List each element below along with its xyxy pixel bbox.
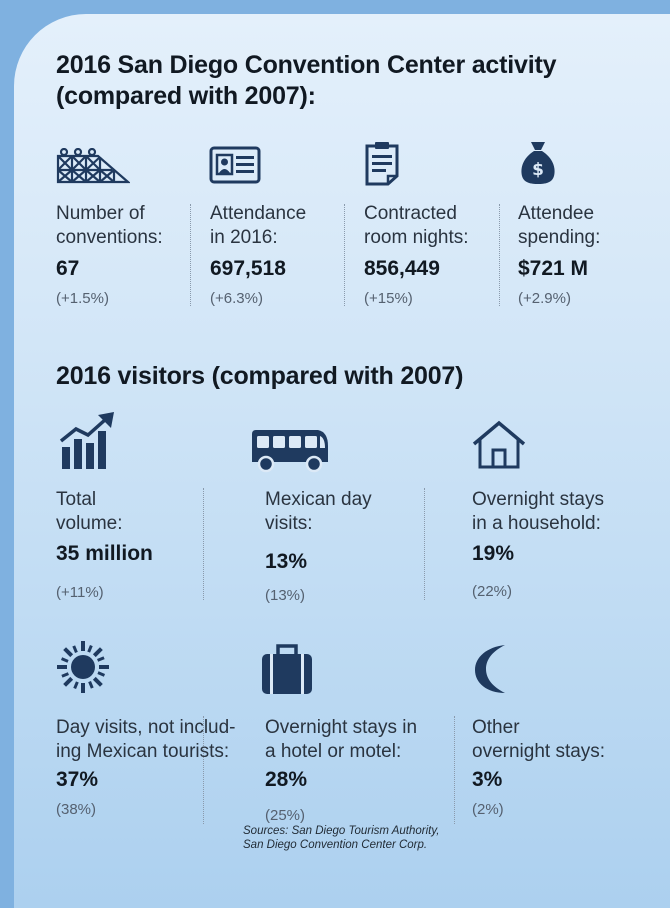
bar-chart-trend-icon [58, 411, 116, 471]
section1-divider-3 [499, 204, 500, 306]
stat-conventions-change: (+1.5%) [56, 290, 109, 307]
suitcase-icon [260, 642, 314, 696]
stat-spending-label: Attendee spending: [518, 203, 601, 248]
stat-room-nights-label: Contracted room nights: [364, 203, 469, 248]
stat-other-overnight-value: 3% [472, 768, 503, 791]
sources-line1: Sources: San Diego Tourism Authority, [243, 825, 440, 837]
bus-icon [250, 428, 330, 474]
svg-text:$: $ [532, 160, 544, 180]
section2-row1-divider-1 [203, 488, 204, 600]
section1-divider-1 [190, 204, 191, 306]
stat-room-nights-change: (+15%) [364, 290, 413, 307]
stat-attendance-label: Attendance in 2016: [210, 203, 307, 248]
stat-conventions-value: 67 [56, 257, 80, 280]
stat-mexican-day-value: 13% [265, 550, 308, 573]
stat-spending-change: (+2.9%) [518, 290, 571, 307]
stat-hotel-value: 28% [265, 768, 308, 791]
section2-title: 2016 visitors (compared with 2007) [56, 362, 464, 390]
section2-row1-divider-2 [424, 488, 425, 600]
money-bag-icon [519, 138, 557, 186]
moon-icon [471, 643, 513, 695]
stat-total-volume-change: (+11%) [56, 584, 104, 601]
stat-hotel-label: Overnight stays in a hotel or motel: [265, 717, 418, 762]
stat-day-visits-value: 37% [56, 768, 99, 791]
house-icon [472, 420, 526, 470]
rollercoaster-icon [56, 148, 130, 184]
section1-divider-2 [344, 204, 345, 306]
sun-icon [56, 640, 110, 694]
clipboard-icon [364, 140, 400, 186]
section1-title [56, 50, 656, 112]
stat-total-volume-label: Total volume: [56, 489, 123, 534]
stat-mexican-day-change: (13%) [265, 587, 306, 604]
stat-mexican-day-label: Mexican day visits: [265, 489, 372, 534]
section2-row2-divider-2 [454, 716, 455, 824]
stat-room-nights-value: 856,449 [364, 257, 440, 280]
stat-other-overnight-label: Other overnight stays: [472, 717, 606, 762]
stat-household-value: 19% [472, 542, 515, 565]
stat-spending-value: $721 M [518, 257, 589, 280]
stat-conventions-label: Number of conventions: [56, 203, 163, 248]
stat-day-visits-label: Day visits, not includ- ing Mexican tourists: [56, 717, 236, 762]
stat-other-overnight-change: (2%) [472, 801, 504, 818]
stat-attendance-change: (+6.3%) [210, 290, 263, 307]
section1-title-line1: 2016 San Diego Convention Center activity [56, 51, 557, 79]
stat-household-change: (22%) [472, 583, 513, 600]
sources-note [243, 824, 439, 852]
stat-household-label: Overnight stays in a household: [472, 489, 604, 534]
stat-day-visits-change: (38%) [56, 801, 97, 818]
stat-hotel-change: (25%) [265, 807, 306, 824]
section1-title-line2: (compared with 2007): [56, 82, 316, 110]
sources-line2: San Diego Convention Center Corp. [243, 839, 428, 851]
stat-attendance-value: 697,518 [210, 257, 286, 280]
id-badge-icon [209, 146, 261, 184]
stat-total-volume-value: 35 million [56, 542, 153, 565]
